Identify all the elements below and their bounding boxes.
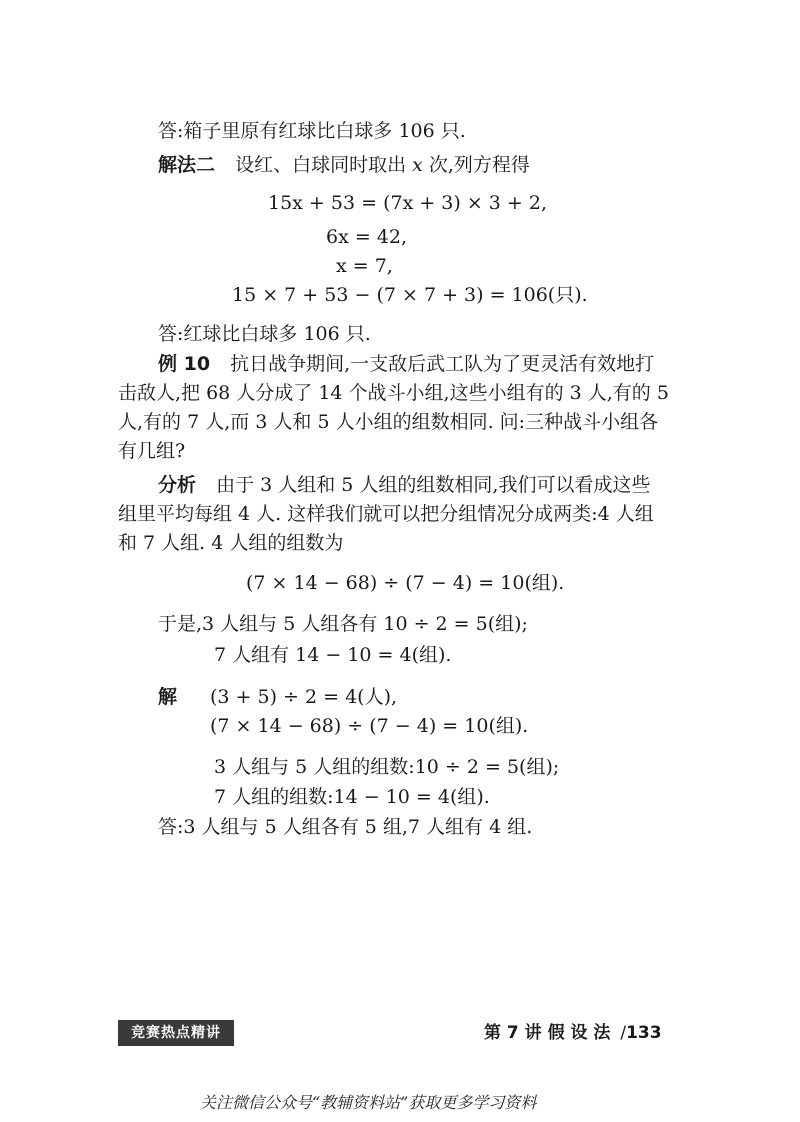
analysis-formula: (7 × 14 − 68) ÷ (7 − 4) = 10(组). — [246, 572, 565, 594]
example10-text-1: 抗日战争期间,一支敌后武工队为了更灵活有效地打 — [230, 353, 655, 375]
method2-label: 解法二 — [158, 154, 216, 176]
solution-line-1: (3 + 5) ÷ 2 = 4(人), — [210, 686, 398, 708]
footer-chapter-info — [484, 1021, 662, 1045]
method2-var: x — [412, 154, 423, 176]
analysis-then-1: 于是,3 人组与 5 人组各有 10 ÷ 2 = 5(组); — [158, 613, 528, 635]
footer-chapter: 第 7 讲 假 设 法 — [484, 1023, 611, 1043]
footer-page-separator: / — [620, 1023, 627, 1043]
method2-text-before: 设红、白球同时取出 — [235, 154, 413, 176]
equation-2: 6x = 42, — [326, 226, 408, 248]
example10-line-2: 击敌人,把 68 人分成了 14 个战斗小组,这些小组有的 3 人,有的 5 — [118, 382, 669, 404]
method2-line — [158, 152, 530, 178]
solution-answer: 答:3 人组与 5 人组各有 5 组,7 人组有 4 组. — [158, 816, 533, 838]
equation-3: x = 7, — [336, 255, 393, 277]
solution-line-4: 7 人组的组数:14 − 10 = 4(组). — [214, 786, 490, 808]
analysis-line-3: 和 7 人组. 4 人组的组数为 — [118, 532, 344, 554]
method2-text-after: 次,列方程得 — [422, 154, 530, 176]
example10-label: 例 10 — [158, 353, 211, 375]
analysis-line-2: 组里平均每组 4 人. 这样我们就可以把分组情况分成两类:4 人组 — [118, 503, 654, 525]
analysis-label: 分析 — [158, 474, 197, 496]
analysis-then-2: 7 人组有 14 − 10 = 4(组). — [214, 644, 452, 666]
solution-label: 解 — [158, 686, 178, 708]
solution-line-2: (7 × 14 − 68) ÷ (7 − 4) = 10(组). — [210, 715, 529, 737]
equation-1: 15x + 53 = (7x + 3) × 3 + 2, — [268, 192, 547, 214]
example10-line-4: 有几组? — [118, 440, 186, 462]
analysis-line-1 — [158, 472, 650, 498]
example10-line-1 — [158, 351, 654, 377]
bottom-watermark-note: 关注微信公众号“教辅资料站”获取更多学习资料 — [200, 1093, 537, 1112]
solution-line-3: 3 人组与 5 人组的组数:10 ÷ 2 = 5(组); — [214, 756, 560, 778]
example10-line-3: 人,有的 7 人,而 3 人和 5 人小组的组数相同. 问:三种战斗小组各 — [118, 411, 659, 433]
footer-page-number: 133 — [626, 1023, 662, 1043]
answer-line-1: 答:箱子里原有红球比白球多 106 只. — [158, 120, 466, 142]
answer-line-2: 答:红球比白球多 106 只. — [158, 323, 371, 345]
analysis-text-1: 由于 3 人组和 5 人组的组数相同,我们可以看成这些 — [216, 474, 651, 496]
footer-badge: 竞赛热点精讲 — [118, 1020, 234, 1046]
equation-4: 15 × 7 + 53 − (7 × 7 + 3) = 106(只). — [232, 284, 588, 306]
